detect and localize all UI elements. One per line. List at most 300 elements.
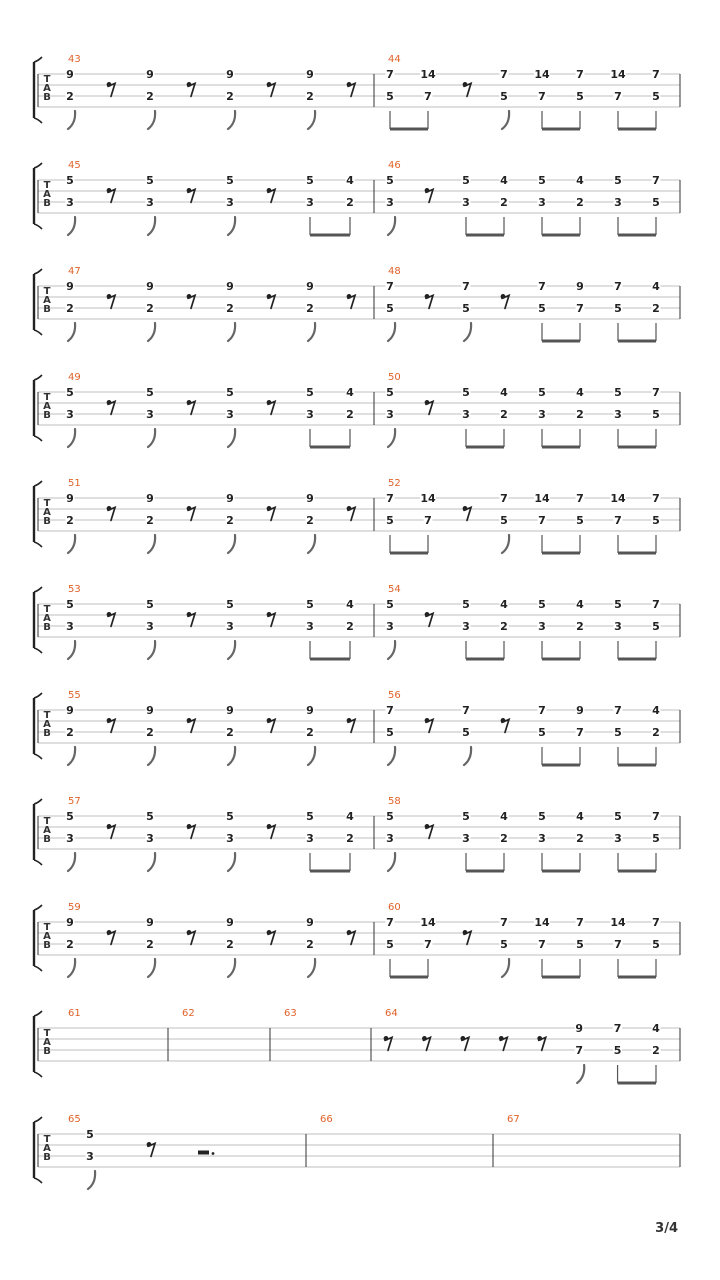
system-bracket — [34, 1178, 42, 1183]
note-flag — [388, 853, 395, 871]
fret-number: 4 — [652, 704, 660, 717]
tab-clef-letter: T — [43, 710, 51, 721]
fret-number: 7 — [652, 916, 660, 929]
tab-clef-letter: T — [43, 180, 51, 191]
fret-number: 5 — [462, 302, 470, 315]
rest-stem — [268, 931, 275, 944]
system-bracket — [34, 163, 42, 168]
note-beam — [310, 658, 350, 661]
fret-number: 5 — [538, 598, 546, 611]
rest-stem — [426, 613, 433, 626]
fret-number: 5 — [66, 810, 74, 823]
rest-stem — [462, 1037, 469, 1050]
note-beam — [542, 234, 580, 237]
fret-number: 2 — [576, 620, 584, 633]
fret-number: 7 — [500, 916, 508, 929]
note-flag — [228, 323, 235, 341]
note-flag — [308, 323, 315, 341]
tab-clef-letter: A — [43, 295, 51, 306]
note-flag — [228, 959, 235, 977]
rest-stem — [385, 1037, 392, 1050]
fret-number: 14 — [420, 492, 436, 505]
note-flag — [228, 641, 235, 659]
note-beam — [618, 870, 656, 873]
fret-number: 3 — [226, 196, 234, 209]
rest-stem — [426, 719, 433, 732]
tab-clef-letter: A — [43, 613, 51, 624]
note-flag — [228, 535, 235, 553]
rest-stem — [268, 507, 275, 520]
note-flag — [148, 853, 155, 871]
measure-number: 54 — [388, 584, 401, 595]
fret-number: 3 — [226, 832, 234, 845]
fret-number: 5 — [576, 514, 584, 527]
rest-stem — [188, 613, 195, 626]
note-flag — [68, 323, 75, 341]
tab-clef-letter: T — [43, 286, 51, 297]
tab-clef-letter: A — [43, 507, 51, 518]
rest-stem — [502, 295, 509, 308]
fret-number: 7 — [538, 704, 546, 717]
fret-number: 5 — [576, 90, 584, 103]
rest-stem — [268, 295, 275, 308]
fret-number: 5 — [652, 938, 660, 951]
tab-clef-letter: T — [43, 74, 51, 85]
fret-number: 4 — [500, 598, 508, 611]
system-bracket — [34, 648, 42, 653]
note-beam — [542, 552, 580, 555]
fret-number: 5 — [538, 302, 546, 315]
system — [34, 1008, 680, 1085]
fret-number: 7 — [500, 492, 508, 505]
system-bracket — [34, 57, 42, 62]
fret-number: 2 — [146, 302, 154, 315]
fret-number: 2 — [66, 514, 74, 527]
note-beam — [618, 234, 656, 237]
system-bracket — [34, 1072, 42, 1077]
fret-number: 7 — [538, 514, 546, 527]
fret-number: 14 — [610, 68, 626, 81]
fret-number: 3 — [386, 832, 394, 845]
rest-stem — [502, 719, 509, 732]
note-beam — [310, 870, 350, 873]
note-flag — [388, 641, 395, 659]
tab-clef-letter: B — [43, 410, 51, 421]
tab-clef-letter: T — [43, 922, 51, 933]
fret-number: 9 — [306, 916, 314, 929]
measure-number: 65 — [68, 1114, 81, 1125]
fret-number: 5 — [576, 938, 584, 951]
tab-clef-letter: T — [43, 816, 51, 827]
fret-number: 7 — [614, 938, 622, 951]
fret-number: 7 — [538, 938, 546, 951]
rest-stem — [268, 83, 275, 96]
fret-number: 9 — [306, 492, 314, 505]
fret-number: 5 — [66, 598, 74, 611]
tab-clef-letter: T — [43, 1134, 51, 1145]
note-flag — [68, 853, 75, 871]
tab-clef-letter: A — [43, 189, 51, 200]
note-beam — [618, 658, 656, 661]
rest-stem — [348, 931, 355, 944]
fret-number: 2 — [226, 302, 234, 315]
system-bracket — [34, 799, 42, 804]
fret-number: 4 — [652, 280, 660, 293]
fret-number: 5 — [86, 1128, 94, 1141]
note-beam — [542, 340, 580, 343]
note-flag — [228, 853, 235, 871]
note-flag — [68, 747, 75, 765]
fret-number: 3 — [386, 196, 394, 209]
tab-clef-letter: B — [43, 728, 51, 739]
fret-number: 4 — [500, 174, 508, 187]
fret-number: 2 — [146, 514, 154, 527]
measure-number: 58 — [388, 796, 401, 807]
fret-number: 7 — [614, 280, 622, 293]
measure-number: 62 — [182, 1008, 195, 1019]
rest-stem — [268, 401, 275, 414]
fret-number: 3 — [614, 620, 622, 633]
fret-number: 9 — [226, 68, 234, 81]
fret-number: 7 — [614, 90, 622, 103]
fret-number: 4 — [346, 174, 354, 187]
tab-clef-letter: T — [43, 604, 51, 615]
system — [34, 690, 680, 767]
rest-stem — [188, 931, 195, 944]
fret-number: 3 — [306, 196, 314, 209]
fret-number: 4 — [346, 810, 354, 823]
system-bracket — [34, 269, 42, 274]
note-beam — [310, 234, 350, 237]
measure-number: 59 — [68, 902, 81, 913]
rest-stem — [188, 401, 195, 414]
fret-number: 5 — [226, 810, 234, 823]
fret-number: 3 — [538, 832, 546, 845]
system-bracket — [34, 905, 42, 910]
rest-stem — [423, 1037, 430, 1050]
tab-clef-letter: B — [43, 1152, 51, 1163]
note-beam — [618, 764, 656, 767]
fret-number: 3 — [66, 408, 74, 421]
measure-number: 52 — [388, 478, 401, 489]
measure-number: 66 — [320, 1114, 333, 1125]
fret-number: 5 — [652, 408, 660, 421]
note-beam — [466, 870, 504, 873]
fret-number: 5 — [146, 386, 154, 399]
fret-number: 3 — [306, 620, 314, 633]
fret-number: 3 — [538, 196, 546, 209]
fret-number: 2 — [226, 726, 234, 739]
note-flag — [68, 217, 75, 235]
system-bracket — [34, 1011, 42, 1016]
system-bracket — [34, 436, 42, 441]
fret-number: 14 — [420, 916, 436, 929]
fret-number: 5 — [462, 598, 470, 611]
fret-number: 9 — [226, 704, 234, 717]
note-flag — [577, 1065, 584, 1083]
fret-number: 2 — [576, 196, 584, 209]
fret-number: 5 — [386, 386, 394, 399]
fret-number: 5 — [652, 620, 660, 633]
fret-number: 5 — [500, 514, 508, 527]
fret-number: 4 — [576, 598, 584, 611]
tab-clef-letter: T — [43, 392, 51, 403]
measure-number: 43 — [68, 54, 81, 65]
fret-number: 9 — [146, 916, 154, 929]
system — [34, 584, 680, 661]
fret-number: 3 — [462, 196, 470, 209]
measure-number: 47 — [68, 266, 81, 277]
fret-number: 3 — [538, 620, 546, 633]
fret-number: 9 — [66, 492, 74, 505]
rest-stem — [500, 1037, 507, 1050]
fret-number: 3 — [614, 196, 622, 209]
note-beam — [618, 446, 656, 449]
fret-number: 2 — [346, 620, 354, 633]
fret-number: 3 — [306, 408, 314, 421]
note-flag — [148, 959, 155, 977]
tab-clef-letter: A — [43, 719, 51, 730]
page-number: 3/4 — [655, 1221, 678, 1236]
measure-number: 56 — [388, 690, 401, 701]
fret-number: 2 — [346, 196, 354, 209]
fret-number: 4 — [500, 810, 508, 823]
fret-number: 7 — [386, 280, 394, 293]
fret-number: 5 — [462, 810, 470, 823]
fret-number: 2 — [226, 938, 234, 951]
note-beam — [542, 446, 580, 449]
tab-clef-letter: T — [43, 1028, 51, 1039]
fret-number: 7 — [538, 280, 546, 293]
fret-number: 7 — [386, 916, 394, 929]
tab-clef-letter: B — [43, 198, 51, 209]
note-beam — [542, 658, 580, 661]
note-flag — [68, 959, 75, 977]
fret-number: 3 — [462, 620, 470, 633]
fret-number: 3 — [614, 408, 622, 421]
fret-number: 5 — [652, 832, 660, 845]
fret-number: 2 — [306, 302, 314, 315]
fret-number: 9 — [306, 280, 314, 293]
tab-clef-letter: A — [43, 931, 51, 942]
fret-number: 2 — [146, 726, 154, 739]
fret-number: 7 — [613, 1022, 622, 1035]
measure-number: 61 — [68, 1008, 81, 1019]
fret-number: 7 — [576, 492, 584, 505]
system — [34, 54, 680, 131]
fret-number: 7 — [652, 598, 660, 611]
system-bracket — [34, 860, 42, 865]
fret-number: 14 — [420, 68, 436, 81]
system — [34, 478, 680, 555]
fret-number: 7 — [424, 938, 432, 951]
rest-stem — [188, 83, 195, 96]
fret-number: 2 — [652, 1044, 660, 1057]
fret-number: 4 — [346, 598, 354, 611]
note-beam — [542, 976, 580, 979]
fret-number: 14 — [610, 492, 626, 505]
fret-number: 3 — [226, 620, 234, 633]
fret-number: 9 — [66, 916, 74, 929]
fret-number: 7 — [538, 90, 546, 103]
fret-number: 5 — [386, 810, 394, 823]
rest-stem — [426, 295, 433, 308]
note-flag — [308, 747, 315, 765]
fret-number: 3 — [226, 408, 234, 421]
fret-number: 5 — [386, 938, 394, 951]
fret-number: 7 — [576, 302, 584, 315]
fret-number: 9 — [66, 280, 74, 293]
tab-clef-letter: A — [43, 1143, 51, 1154]
fret-number: 5 — [386, 302, 394, 315]
fret-number: 5 — [146, 810, 154, 823]
note-beam — [390, 128, 428, 131]
fret-number: 5 — [614, 174, 622, 187]
note-beam — [466, 446, 504, 449]
note-flag — [68, 111, 75, 129]
note-flag — [228, 747, 235, 765]
rest-stem — [108, 825, 115, 838]
tab-clef-letter: B — [43, 834, 51, 845]
fret-number: 5 — [614, 726, 622, 739]
note-flag — [68, 429, 75, 447]
fret-number: 5 — [538, 386, 546, 399]
fret-number: 5 — [386, 598, 394, 611]
note-flag — [502, 111, 509, 129]
fret-number: 5 — [500, 938, 508, 951]
fret-number: 7 — [652, 68, 660, 81]
system-bracket — [34, 330, 42, 335]
system — [34, 266, 680, 343]
fret-number: 7 — [652, 386, 660, 399]
fret-number: 3 — [66, 620, 74, 633]
fret-number: 2 — [652, 726, 660, 739]
fret-number: 3 — [66, 196, 74, 209]
tab-clef-letter: B — [43, 304, 51, 315]
fret-number: 3 — [386, 620, 394, 633]
note-beam — [618, 340, 656, 343]
rest-stem — [348, 719, 355, 732]
fret-number: 5 — [538, 174, 546, 187]
fret-number: 7 — [462, 704, 470, 717]
note-beam — [390, 552, 428, 555]
rest-stem — [108, 931, 115, 944]
rest-stem — [426, 825, 433, 838]
fret-number: 7 — [576, 68, 584, 81]
fret-number: 2 — [226, 514, 234, 527]
fret-number: 3 — [306, 832, 314, 845]
fret-number: 4 — [576, 810, 584, 823]
fret-number: 2 — [306, 726, 314, 739]
rest-stem — [108, 83, 115, 96]
tab-clef-letter: B — [43, 940, 51, 951]
rest-stem — [108, 507, 115, 520]
rest-stem — [268, 189, 275, 202]
fret-number: 2 — [500, 832, 508, 845]
fret-number: 7 — [652, 810, 660, 823]
fret-number: 2 — [500, 408, 508, 421]
rest-stem — [108, 719, 115, 732]
half-rest — [198, 1151, 209, 1155]
fret-number: 7 — [386, 492, 394, 505]
rest-stem — [108, 295, 115, 308]
fret-number: 7 — [652, 174, 660, 187]
fret-number: 7 — [386, 68, 394, 81]
fret-number: 5 — [306, 174, 314, 187]
system-bracket — [34, 481, 42, 486]
fret-number: 2 — [306, 938, 314, 951]
rest-stem — [268, 825, 275, 838]
fret-number: 5 — [614, 598, 622, 611]
fret-number: 9 — [66, 68, 74, 81]
rest-stem — [464, 931, 471, 944]
tab-clef-letter: A — [43, 825, 51, 836]
fret-number: 2 — [146, 90, 154, 103]
note-beam — [310, 446, 350, 449]
rest-dot — [212, 1152, 215, 1155]
tab-clef-letter: B — [43, 516, 51, 527]
fret-number: 14 — [534, 492, 550, 505]
fret-number: 5 — [500, 90, 508, 103]
rest-stem — [539, 1037, 546, 1050]
fret-number: 9 — [576, 280, 584, 293]
fret-number: 9 — [226, 280, 234, 293]
measure-number: 60 — [388, 902, 401, 913]
note-flag — [388, 323, 395, 341]
note-flag — [228, 111, 235, 129]
fret-number: 9 — [575, 1022, 583, 1035]
fret-number: 14 — [534, 68, 550, 81]
measure-number: 46 — [388, 160, 401, 171]
system — [34, 902, 680, 979]
fret-number: 2 — [652, 302, 660, 315]
fret-number: 5 — [226, 598, 234, 611]
fret-number: 2 — [146, 938, 154, 951]
fret-number: 5 — [386, 726, 394, 739]
fret-number: 9 — [576, 704, 584, 717]
fret-number: 5 — [146, 598, 154, 611]
rest-stem — [426, 189, 433, 202]
rest-stem — [188, 295, 195, 308]
fret-number: 5 — [306, 810, 314, 823]
rest-stem — [464, 507, 471, 520]
fret-number: 7 — [614, 514, 622, 527]
tab-clef-letter: B — [43, 92, 51, 103]
fret-number: 3 — [462, 832, 470, 845]
rest-stem — [188, 825, 195, 838]
system-bracket — [34, 966, 42, 971]
fret-number: 2 — [66, 726, 74, 739]
fret-number: 9 — [226, 492, 234, 505]
note-flag — [148, 217, 155, 235]
measure-number: 49 — [68, 372, 81, 383]
rest-stem — [348, 507, 355, 520]
note-flag — [228, 429, 235, 447]
fret-number: 5 — [386, 514, 394, 527]
system-bracket — [34, 118, 42, 123]
fret-number: 4 — [500, 386, 508, 399]
fret-number: 3 — [386, 408, 394, 421]
fret-number: 9 — [66, 704, 74, 717]
fret-number: 2 — [306, 514, 314, 527]
fret-number: 2 — [66, 938, 74, 951]
fret-number: 7 — [500, 68, 508, 81]
fret-number: 5 — [66, 174, 74, 187]
fret-number: 5 — [538, 810, 546, 823]
fret-number: 5 — [306, 386, 314, 399]
fret-number: 4 — [576, 386, 584, 399]
fret-number: 5 — [652, 196, 660, 209]
